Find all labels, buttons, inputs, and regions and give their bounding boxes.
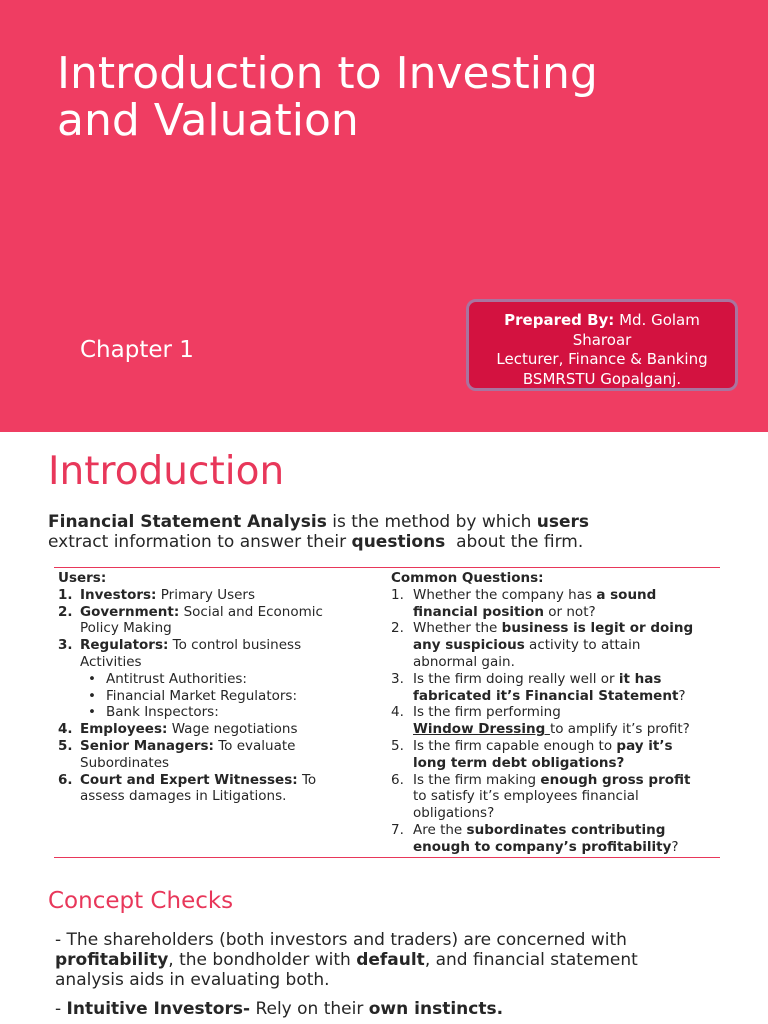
concept-emphasis: Intuitive Investors- bbox=[66, 999, 251, 1019]
intro-text-3: about the firm. bbox=[445, 532, 584, 552]
concept-line-2 bbox=[55, 950, 735, 970]
list-number: 2. bbox=[391, 620, 404, 637]
question-emphasis: it has bbox=[618, 670, 662, 687]
list-number: 7. bbox=[391, 821, 404, 838]
list-item bbox=[58, 738, 358, 772]
list-item bbox=[58, 772, 358, 806]
title-slide bbox=[0, 0, 768, 432]
list-item bbox=[58, 721, 358, 738]
question-emphasis: subordinates contributing bbox=[466, 821, 666, 838]
intro-line-1 bbox=[48, 512, 748, 532]
chapter-label: Chapter 1 bbox=[80, 337, 194, 363]
question-text: Is the firm doing really well or bbox=[413, 670, 619, 687]
author-name-part2: Sharoar bbox=[572, 330, 632, 349]
sub-list-item: • Bank Inspectors: bbox=[80, 704, 358, 721]
list-number: 3. bbox=[58, 637, 73, 654]
prepared-by-label: Prepared By: bbox=[504, 311, 615, 329]
concept-paragraph-2 bbox=[55, 999, 735, 1019]
concept-checks-heading: Concept Checks bbox=[48, 888, 234, 914]
question-text: Whether the company has bbox=[413, 586, 597, 603]
concept-text: Rely on their bbox=[250, 999, 369, 1019]
question-text: or not? bbox=[543, 603, 596, 620]
question-emphasis: pay it’s bbox=[616, 737, 673, 754]
concept-emphasis: profitability bbox=[55, 950, 169, 970]
question-text: ? bbox=[671, 838, 679, 855]
list-item bbox=[58, 587, 358, 604]
question-text: Are the bbox=[413, 821, 467, 838]
concept-emphasis: own instincts. bbox=[368, 999, 504, 1019]
list-number: 3. bbox=[391, 670, 404, 687]
question-emphasis: any suspicious bbox=[413, 637, 525, 654]
question-emphasis: enough gross profit bbox=[540, 771, 691, 788]
intro-questions: questions bbox=[351, 532, 446, 552]
list-number: 1. bbox=[58, 586, 73, 603]
sub-list-item: • Financial Market Regulators: bbox=[80, 688, 358, 705]
user-type: Senior Managers: bbox=[80, 737, 214, 754]
list-number: 2. bbox=[58, 603, 73, 620]
list-item bbox=[391, 620, 731, 670]
intro-paragraph bbox=[48, 512, 748, 552]
user-purpose: Primary Users bbox=[156, 586, 256, 603]
users-list bbox=[58, 587, 358, 805]
user-purpose: Wage negotiations bbox=[167, 721, 298, 738]
list-number: 5. bbox=[391, 737, 404, 754]
content-slide bbox=[0, 432, 768, 1024]
users-header: Users: bbox=[58, 570, 107, 586]
users-column bbox=[58, 570, 358, 805]
intro-term: Financial Statement Analysis bbox=[48, 512, 327, 532]
question-emphasis: fabricated it’s Financial Statement bbox=[413, 687, 679, 704]
user-type: Regulators: bbox=[80, 637, 169, 654]
list-number: 6. bbox=[58, 771, 73, 788]
question-text: Is the firm performing bbox=[413, 704, 561, 721]
concept-line-3: analysis aids in evaluating both. bbox=[55, 970, 330, 990]
question-text: ? bbox=[678, 687, 686, 704]
questions-list bbox=[391, 587, 731, 856]
list-number: 4. bbox=[58, 721, 73, 738]
list-number: 5. bbox=[58, 737, 73, 754]
user-purpose-cont: Activities bbox=[80, 653, 142, 670]
intro-users: users bbox=[536, 512, 590, 532]
list-number: 4. bbox=[391, 704, 404, 721]
user-type: Government: bbox=[80, 603, 180, 620]
user-type: Court and Expert Witnesses: bbox=[80, 771, 298, 788]
question-emphasis: a sound bbox=[596, 586, 657, 603]
user-purpose: To evaluate bbox=[213, 737, 296, 754]
user-type: Employees: bbox=[80, 721, 168, 738]
list-item bbox=[391, 704, 731, 738]
concept-paragraph-1 bbox=[55, 930, 735, 990]
concept-emphasis: default bbox=[356, 950, 425, 970]
user-purpose-cont: Subordinates bbox=[80, 754, 170, 771]
question-text: to satisfy it’s employees financial bbox=[413, 788, 639, 805]
intro-text: is the method by which bbox=[326, 512, 537, 532]
concept-text: - bbox=[55, 999, 67, 1019]
author-name-part1: Md. Golam bbox=[614, 311, 700, 329]
user-purpose-cont: Policy Making bbox=[80, 620, 172, 637]
prepared-by-box bbox=[466, 299, 738, 391]
list-item bbox=[391, 738, 731, 772]
concept-text: , and financial statement bbox=[424, 950, 638, 970]
intro-line-2 bbox=[48, 532, 748, 552]
question-text: activity to attain bbox=[524, 637, 641, 654]
user-purpose-cont: assess damages in Litigations. bbox=[80, 788, 287, 805]
list-number: 1. bbox=[391, 586, 404, 603]
table-top-rule bbox=[54, 567, 720, 568]
list-number: 6. bbox=[391, 771, 404, 788]
user-purpose: To bbox=[297, 771, 317, 788]
slide-title bbox=[57, 50, 737, 144]
question-emphasis: business is legit or doing bbox=[501, 620, 694, 637]
list-item bbox=[58, 637, 358, 721]
concept-line-1: - The shareholders (both investors and traders) are concerned with bbox=[55, 930, 627, 950]
question-text: obligations? bbox=[413, 805, 495, 822]
question-text: Is the firm making bbox=[413, 771, 541, 788]
user-type: Investors: bbox=[80, 586, 157, 603]
regulator-sublist bbox=[80, 671, 358, 721]
question-emphasis: financial position bbox=[413, 603, 544, 620]
section-heading: Introduction bbox=[48, 449, 285, 494]
question-text: Whether the bbox=[413, 620, 502, 637]
questions-column bbox=[391, 570, 731, 856]
intro-text-2: extract information to answer their bbox=[48, 532, 352, 552]
question-text: to amplify it’s profit? bbox=[549, 721, 690, 738]
prepared-by-line-1 bbox=[469, 311, 735, 331]
question-text: abnormal gain. bbox=[413, 653, 515, 670]
questions-header: Common Questions: bbox=[391, 570, 544, 586]
question-emphasis: long term debt obligations? bbox=[413, 754, 625, 771]
title-line-2: and Valuation bbox=[57, 95, 359, 146]
concept-text: , the bondholder with bbox=[168, 950, 357, 970]
author-institution: BSMRSTU Gopalganj. bbox=[522, 369, 682, 388]
author-position: Lecturer, Finance & Banking bbox=[496, 350, 708, 368]
list-item bbox=[391, 671, 731, 705]
list-item bbox=[58, 604, 358, 638]
list-item bbox=[391, 587, 731, 621]
list-item bbox=[391, 822, 731, 856]
sub-list-item: • Antitrust Authorities: bbox=[80, 671, 358, 688]
user-purpose: Social and Economic bbox=[179, 603, 323, 620]
user-purpose: To control business bbox=[168, 637, 302, 654]
title-line-1: Introduction to Investing bbox=[57, 48, 598, 99]
list-item bbox=[391, 772, 731, 822]
question-emphasis: Window Dressing bbox=[413, 721, 550, 738]
question-text: Is the firm capable enough to bbox=[413, 737, 617, 754]
question-emphasis: enough to company’s profitability bbox=[413, 838, 672, 855]
table-bottom-rule bbox=[54, 857, 720, 858]
